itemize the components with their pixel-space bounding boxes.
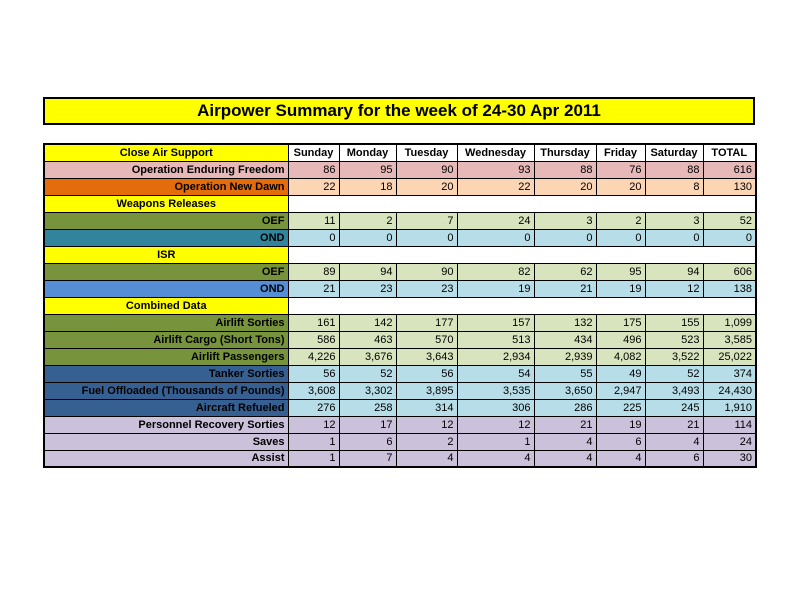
table-row (44, 331, 756, 348)
value-cell-monday: 142 (339, 314, 396, 331)
value-cell-monday: 6 (339, 433, 396, 450)
value-cell-thursday: 286 (534, 399, 596, 416)
value-cell-saturday: 8 (645, 178, 703, 195)
value-cell-monday: 258 (339, 399, 396, 416)
value-cell-thursday: 88 (534, 161, 596, 178)
value-cell-wednesday: 24 (457, 212, 534, 229)
value-cell-total: 24,430 (703, 382, 756, 399)
value-cell-monday: 3,676 (339, 348, 396, 365)
table-row (44, 229, 756, 246)
value-cell-sunday: 12 (288, 416, 339, 433)
value-cell-tuesday: 56 (396, 365, 457, 382)
value-cell-wednesday: 54 (457, 365, 534, 382)
value-cell-saturday: 4 (645, 433, 703, 450)
value-cell-total: 1,099 (703, 314, 756, 331)
value-cell-total: 0 (703, 229, 756, 246)
row-label-oef: OEF (44, 263, 288, 280)
column-header-total: TOTAL (703, 144, 756, 161)
value-cell-thursday: 3 (534, 212, 596, 229)
value-cell-saturday: 155 (645, 314, 703, 331)
value-cell-tuesday: 314 (396, 399, 457, 416)
value-cell-total: 130 (703, 178, 756, 195)
table-row (44, 399, 756, 416)
value-cell-tuesday: 23 (396, 280, 457, 297)
value-cell-total: 374 (703, 365, 756, 382)
column-header-thursday: Thursday (534, 144, 596, 161)
value-cell-thursday: 3,650 (534, 382, 596, 399)
row-label-airlift-cargo-short-tons: Airlift Cargo (Short Tons) (44, 331, 288, 348)
value-cell-friday: 49 (596, 365, 645, 382)
column-header-friday: Friday (596, 144, 645, 161)
row-label-oef: OEF (44, 212, 288, 229)
value-cell-friday: 95 (596, 263, 645, 280)
value-cell-sunday: 86 (288, 161, 339, 178)
section-spacer (288, 246, 756, 263)
row-label-fuel-offloaded-thousands-of-pounds: Fuel Offloaded (Thousands of Pounds) (44, 382, 288, 399)
value-cell-saturday: 6 (645, 450, 703, 467)
value-cell-total: 30 (703, 450, 756, 467)
value-cell-friday: 496 (596, 331, 645, 348)
value-cell-sunday: 1 (288, 450, 339, 467)
value-cell-total: 25,022 (703, 348, 756, 365)
value-cell-thursday: 21 (534, 416, 596, 433)
section-spacer (288, 195, 756, 212)
column-header-wednesday: Wednesday (457, 144, 534, 161)
value-cell-monday: 7 (339, 450, 396, 467)
value-cell-friday: 2 (596, 212, 645, 229)
value-cell-friday: 175 (596, 314, 645, 331)
value-cell-sunday: 3,608 (288, 382, 339, 399)
value-cell-wednesday: 82 (457, 263, 534, 280)
value-cell-thursday: 62 (534, 263, 596, 280)
value-cell-thursday: 20 (534, 178, 596, 195)
value-cell-wednesday: 306 (457, 399, 534, 416)
value-cell-tuesday: 3,895 (396, 382, 457, 399)
row-label-operation-new-dawn: Operation New Dawn (44, 178, 288, 195)
table-row (44, 433, 756, 450)
value-cell-saturday: 523 (645, 331, 703, 348)
value-cell-sunday: 11 (288, 212, 339, 229)
value-cell-thursday: 132 (534, 314, 596, 331)
value-cell-tuesday: 90 (396, 161, 457, 178)
value-cell-monday: 2 (339, 212, 396, 229)
value-cell-monday: 17 (339, 416, 396, 433)
value-cell-saturday: 52 (645, 365, 703, 382)
value-cell-monday: 18 (339, 178, 396, 195)
table-row (44, 314, 756, 331)
section-label-combined-data: Combined Data (44, 297, 288, 314)
value-cell-sunday: 4,226 (288, 348, 339, 365)
row-label-airlift-sorties: Airlift Sorties (44, 314, 288, 331)
row-label-ond: OND (44, 229, 288, 246)
section-row (44, 246, 756, 263)
table-row (44, 178, 756, 195)
section-spacer (288, 297, 756, 314)
value-cell-saturday: 3 (645, 212, 703, 229)
row-label-operation-enduring-freedom: Operation Enduring Freedom (44, 161, 288, 178)
table-row (44, 212, 756, 229)
value-cell-thursday: 55 (534, 365, 596, 382)
value-cell-total: 52 (703, 212, 756, 229)
value-cell-saturday: 3,522 (645, 348, 703, 365)
value-cell-saturday: 245 (645, 399, 703, 416)
value-cell-wednesday: 3,535 (457, 382, 534, 399)
column-header-monday: Monday (339, 144, 396, 161)
row-label-airlift-passengers: Airlift Passengers (44, 348, 288, 365)
value-cell-wednesday: 12 (457, 416, 534, 433)
value-cell-friday: 4,082 (596, 348, 645, 365)
value-cell-total: 1,910 (703, 399, 756, 416)
value-cell-saturday: 94 (645, 263, 703, 280)
value-cell-wednesday: 157 (457, 314, 534, 331)
value-cell-thursday: 434 (534, 331, 596, 348)
value-cell-tuesday: 570 (396, 331, 457, 348)
value-cell-sunday: 22 (288, 178, 339, 195)
value-cell-wednesday: 1 (457, 433, 534, 450)
value-cell-monday: 95 (339, 161, 396, 178)
value-cell-thursday: 4 (534, 433, 596, 450)
row-label-tanker-sorties: Tanker Sorties (44, 365, 288, 382)
value-cell-sunday: 161 (288, 314, 339, 331)
row-label-ond: OND (44, 280, 288, 297)
value-cell-tuesday: 20 (396, 178, 457, 195)
value-cell-tuesday: 7 (396, 212, 457, 229)
row-label-aircraft-refueled: Aircraft Refueled (44, 399, 288, 416)
table-row (44, 280, 756, 297)
column-header-tuesday: Tuesday (396, 144, 457, 161)
section-label-close-air-support: Close Air Support (44, 144, 288, 161)
table-row (44, 348, 756, 365)
value-cell-tuesday: 177 (396, 314, 457, 331)
value-cell-friday: 76 (596, 161, 645, 178)
airpower-summary-table (43, 143, 757, 468)
table-row (44, 365, 756, 382)
value-cell-wednesday: 19 (457, 280, 534, 297)
value-cell-saturday: 12 (645, 280, 703, 297)
value-cell-wednesday: 2,934 (457, 348, 534, 365)
value-cell-saturday: 3,493 (645, 382, 703, 399)
value-cell-sunday: 1 (288, 433, 339, 450)
value-cell-tuesday: 4 (396, 450, 457, 467)
table-row (44, 161, 756, 178)
section-row (44, 297, 756, 314)
value-cell-friday: 0 (596, 229, 645, 246)
table-row (44, 416, 756, 433)
section-label-isr: ISR (44, 246, 288, 263)
table-title: Airpower Summary for the week of 24-30 Apr 2011 (43, 97, 755, 125)
value-cell-tuesday: 90 (396, 263, 457, 280)
row-label-personnel-recovery-sorties: Personnel Recovery Sorties (44, 416, 288, 433)
row-label-saves: Saves (44, 433, 288, 450)
value-cell-saturday: 21 (645, 416, 703, 433)
value-cell-thursday: 0 (534, 229, 596, 246)
value-cell-friday: 2,947 (596, 382, 645, 399)
value-cell-total: 138 (703, 280, 756, 297)
value-cell-tuesday: 2 (396, 433, 457, 450)
value-cell-total: 114 (703, 416, 756, 433)
value-cell-monday: 52 (339, 365, 396, 382)
value-cell-friday: 6 (596, 433, 645, 450)
value-cell-thursday: 4 (534, 450, 596, 467)
value-cell-wednesday: 0 (457, 229, 534, 246)
value-cell-tuesday: 12 (396, 416, 457, 433)
value-cell-monday: 23 (339, 280, 396, 297)
value-cell-sunday: 21 (288, 280, 339, 297)
value-cell-total: 616 (703, 161, 756, 178)
table-row (44, 450, 756, 467)
table-row (44, 382, 756, 399)
value-cell-sunday: 89 (288, 263, 339, 280)
value-cell-total: 24 (703, 433, 756, 450)
section-row (44, 144, 756, 161)
value-cell-friday: 20 (596, 178, 645, 195)
value-cell-wednesday: 513 (457, 331, 534, 348)
value-cell-saturday: 88 (645, 161, 703, 178)
value-cell-wednesday: 4 (457, 450, 534, 467)
row-label-assist: Assist (44, 450, 288, 467)
value-cell-wednesday: 22 (457, 178, 534, 195)
table-row (44, 263, 756, 280)
value-cell-sunday: 586 (288, 331, 339, 348)
value-cell-sunday: 0 (288, 229, 339, 246)
value-cell-thursday: 21 (534, 280, 596, 297)
value-cell-friday: 19 (596, 416, 645, 433)
value-cell-friday: 4 (596, 450, 645, 467)
section-row (44, 195, 756, 212)
value-cell-monday: 3,302 (339, 382, 396, 399)
value-cell-total: 606 (703, 263, 756, 280)
value-cell-thursday: 2,939 (534, 348, 596, 365)
value-cell-friday: 225 (596, 399, 645, 416)
value-cell-total: 3,585 (703, 331, 756, 348)
value-cell-sunday: 276 (288, 399, 339, 416)
value-cell-sunday: 56 (288, 365, 339, 382)
value-cell-monday: 94 (339, 263, 396, 280)
section-label-weapons-releases: Weapons Releases (44, 195, 288, 212)
column-header-sunday: Sunday (288, 144, 339, 161)
value-cell-monday: 463 (339, 331, 396, 348)
value-cell-monday: 0 (339, 229, 396, 246)
value-cell-wednesday: 93 (457, 161, 534, 178)
value-cell-tuesday: 0 (396, 229, 457, 246)
value-cell-tuesday: 3,643 (396, 348, 457, 365)
value-cell-friday: 19 (596, 280, 645, 297)
value-cell-saturday: 0 (645, 229, 703, 246)
column-header-saturday: Saturday (645, 144, 703, 161)
